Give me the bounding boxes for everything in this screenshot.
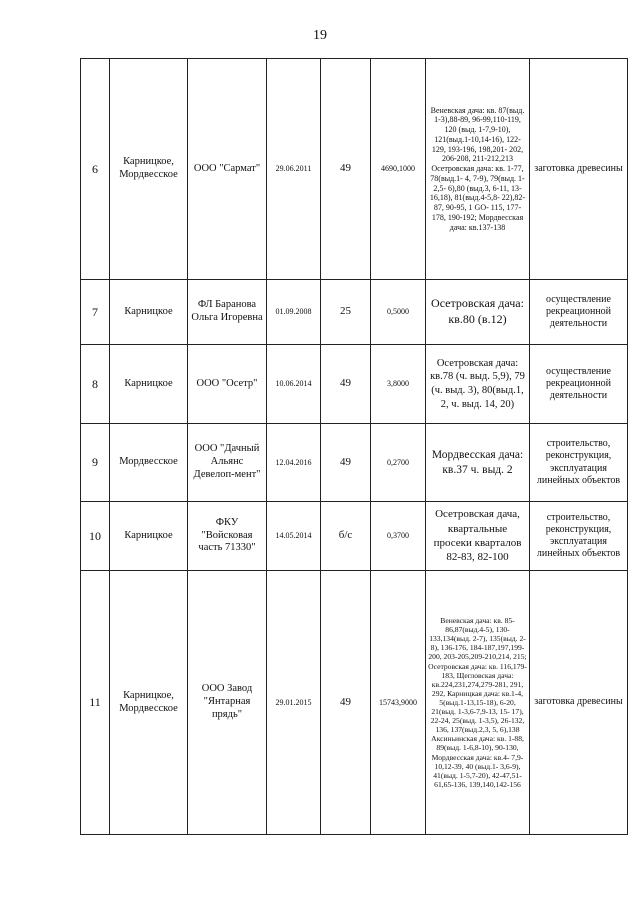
use-type-cell: заготовка древесины xyxy=(530,59,628,280)
location-cell: Осетровская дача: кв.78 (ч. выд. 5,9), 79 (ч. выд. 3), 80(выд.1, 2, ч. выд. 14, 20) xyxy=(426,345,530,424)
table-row xyxy=(81,345,628,424)
row-number: 9 xyxy=(81,424,110,502)
area-cell: 4690,1000 xyxy=(371,59,426,280)
row-number: 10 xyxy=(81,502,110,571)
tenant-cell: ФКУ "Войсковая часть 71330" xyxy=(188,502,267,571)
area-cell: 15743,9000 xyxy=(371,571,426,835)
area-cell: 3,8000 xyxy=(371,345,426,424)
table-row xyxy=(81,502,628,571)
row-number: 8 xyxy=(81,345,110,424)
area-cell: 0,2700 xyxy=(371,424,426,502)
term-cell: 49 xyxy=(321,571,371,835)
use-type-cell: осуществление рекреационной деятельности xyxy=(530,345,628,424)
tenant-cell: ООО Завод "Янтарная прядь" xyxy=(188,571,267,835)
date-cell: 29.06.2011 xyxy=(267,59,321,280)
use-type-cell: заготовка древесины xyxy=(530,571,628,835)
use-type-cell: строительство, реконструкция, эксплуатация линейных объектов xyxy=(530,502,628,571)
location-cell: Веневская дача: кв. 85-86,87(выд.4-5), 130-133,134(выд. 2-7), 135(выд. 2-8), 136-176, 184-187,197,199-200, 203-205,209-210,214, 215; Осетровская дача: кв. 116,179-183, Щегловская дача: кв.224,231,274,279-281, 291, 292, Карницкая дача: кв.1-4, 5(выд.1-13,15-18), 6-20, 21(выд. 1-3,6-7,9-13, 15- 17), 22-24, 25(выд. 1-3,5), 26-132, 136, 137(выд.2,3, 5, 6),138 Аксиньинская дача: кв. 1-88, 89(выд. 1-6,8-10), 90-130, Мордвесская дача: кв.4- 7,9-10,12-39, 40 (выд.1- 3,6-9), 41(выд. 1-5,7-20), 42-47,51-61,65-136, 139,140,142-156 xyxy=(426,571,530,835)
table-row xyxy=(81,571,628,835)
use-type-cell: строительство, реконструкция, эксплуатация линейных объектов xyxy=(530,424,628,502)
location-cell: Веневская дача: кв. 87(выд. 1-3),88-89, 96-99,110-119, 120 (выд. 1-7,9-10), 121(выд.1-10,14-16), 122-129, 193-196, 198,201- 202, 206-208, 211-212,213 Осетровская дача: кв. 1-77, 78(выд.1- 4, 7-9), 79(выд. 1-2,5- 6),80 (выд.3, 6-11, 13- 16,18), 81(выд.4-5,8- 22),82-87, 90-95, 1 GO- 115, 177-178, 190-192; Мордвесская дача: кв.137-138 xyxy=(426,59,530,280)
table-row xyxy=(81,59,628,280)
row-number: 7 xyxy=(81,280,110,345)
location-cell: Осетровская дача, квартальные просеки кварталов 82-83, 82-100 xyxy=(426,502,530,571)
lease-registry-table xyxy=(80,58,628,835)
term-cell: б/с xyxy=(321,502,371,571)
term-cell: 49 xyxy=(321,424,371,502)
tenant-cell: ООО "Осетр" xyxy=(188,345,267,424)
date-cell: 14.05.2014 xyxy=(267,502,321,571)
area-cell: 0,5000 xyxy=(371,280,426,345)
table-row xyxy=(81,280,628,345)
tenant-cell: ООО "Дачный Альянс Девелоп-мент" xyxy=(188,424,267,502)
row-number: 6 xyxy=(81,59,110,280)
date-cell: 01.09.2008 xyxy=(267,280,321,345)
tenant-cell: ФЛ Баранова Ольга Игоревна xyxy=(188,280,267,345)
page-number: 19 xyxy=(313,28,327,43)
date-cell: 10.06.2014 xyxy=(267,345,321,424)
use-type-cell: осуществление рекреационной деятельности xyxy=(530,280,628,345)
date-cell: 29.01.2015 xyxy=(267,571,321,835)
row-number: 11 xyxy=(81,571,110,835)
district-cell: Карницкое xyxy=(110,280,188,345)
location-cell: Осетровская дача: кв.80 (в.12) xyxy=(426,280,530,345)
area-cell: 0,3700 xyxy=(371,502,426,571)
term-cell: 25 xyxy=(321,280,371,345)
district-cell: Карницкое xyxy=(110,345,188,424)
date-cell: 12.04.2016 xyxy=(267,424,321,502)
district-cell: Карницкое, Мордвесское xyxy=(110,59,188,280)
table-row xyxy=(81,424,628,502)
district-cell: Карницкое, Мордвесское xyxy=(110,571,188,835)
term-cell: 49 xyxy=(321,59,371,280)
location-cell: Мордвесская дача: кв.37 ч. выд. 2 xyxy=(426,424,530,502)
district-cell: Карницкое xyxy=(110,502,188,571)
term-cell: 49 xyxy=(321,345,371,424)
tenant-cell: ООО "Сармат" xyxy=(188,59,267,280)
district-cell: Мордвесское xyxy=(110,424,188,502)
